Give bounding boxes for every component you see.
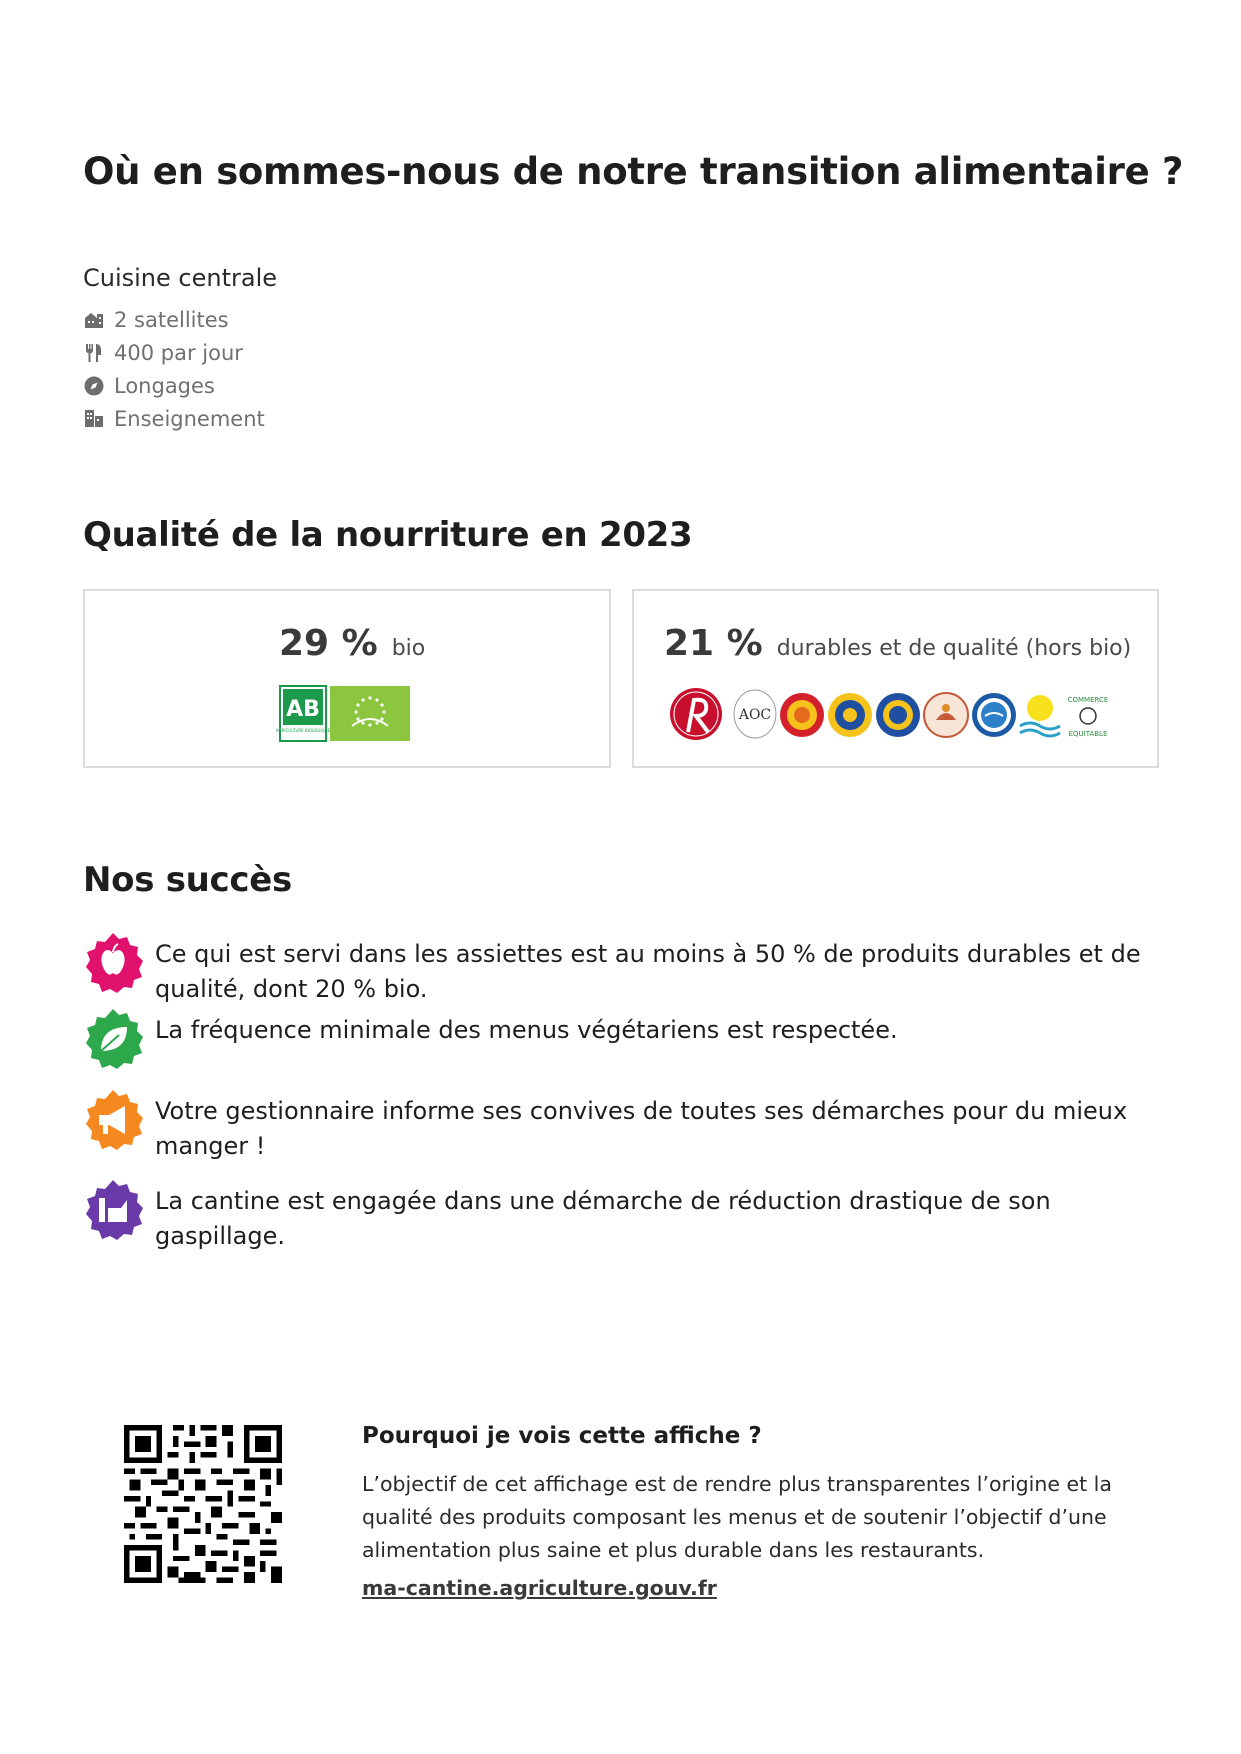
detail-city (83, 369, 265, 402)
footer-text: L’objectif de cet affichage est de rendre plus transparentes l’origine et la qualité des produits composant les menus et de soutenir l’objectif d’une alimentation plus saine et plus durable dans les restaurants. (362, 1472, 1112, 1562)
commerce-text: COMMERCE (1067, 696, 1109, 704)
detail-text: 400 par jour (114, 340, 243, 365)
detail-text: 2 satellites (114, 307, 229, 332)
bio-label: bio (391, 636, 426, 661)
detail-sector (83, 402, 265, 435)
stg-logo (874, 686, 922, 744)
commerce-equitable-logo (1062, 686, 1114, 744)
rup-logo (1018, 686, 1062, 744)
compass-icon (83, 375, 105, 397)
durable-label: durables et de qualité (hors bio) (776, 636, 1132, 661)
building-icon (83, 309, 105, 331)
peche-durable-logo (970, 686, 1018, 744)
detail-text: Enseignement (114, 406, 265, 431)
hve-logo (922, 686, 970, 744)
waste-reduction-icon (83, 1180, 143, 1240)
footer-heading: Pourquoi je vois cette affiche ? (362, 1423, 762, 1449)
qr-code[interactable] (124, 1425, 282, 1583)
igp-logo (826, 686, 874, 744)
ab-logo (275, 686, 331, 741)
website-link[interactable]: ma-cantine.agriculture.gouv.fr (362, 1576, 717, 1600)
durable-percentage: 21 % (664, 623, 763, 664)
success-text: La cantine est engagée dans une démarche de réduction drastique de son gaspillage. (155, 1187, 1051, 1250)
label-rouge-logo (664, 686, 732, 744)
bio-stat (279, 623, 425, 664)
school-building-icon (83, 408, 105, 430)
successes-heading: Nos succès (83, 860, 292, 900)
detail-satellites (83, 303, 265, 336)
aop-logo (778, 686, 826, 744)
detail-meals (83, 336, 265, 369)
success-text: La fréquence minimale des menus végétariens est respectée. (155, 1016, 898, 1044)
megaphone-icon (83, 1090, 143, 1150)
bio-logos (275, 686, 410, 741)
leaf-icon (83, 1009, 143, 1069)
aoc-logo (732, 686, 778, 744)
equitable-text: ÉQUITABLE (1068, 730, 1108, 738)
page-title: Où en sommes-nous de notre transition alimentaire ? (83, 150, 1184, 193)
fork-knife-icon (83, 342, 105, 364)
ab-logo-subtext: AGRICULTURE BIOLOGIQUE (275, 728, 331, 733)
canteen-type: Cuisine centrale (83, 264, 278, 292)
success-text: Votre gestionnaire informe ses convives de toutes ses démarches pour du mieux manger ! (155, 1097, 1128, 1160)
apple-icon (83, 933, 143, 993)
ab-logo-text: AB (286, 697, 320, 722)
eurofeuille-logo (330, 686, 410, 741)
durable-stat (664, 623, 1131, 664)
aoc-logo-text: AOC (738, 707, 772, 723)
canteen-details (83, 303, 265, 435)
durable-card (632, 589, 1159, 768)
success-text: Ce qui est servi dans les assiettes est au moins à 50 % de produits durables et de qualité, dont 20 % bio. (155, 940, 1141, 1003)
quality-heading: Qualité de la nourriture en 2023 (83, 515, 693, 555)
detail-text: Longages (114, 373, 215, 398)
quality-label-logos (664, 686, 1114, 744)
bio-card (83, 589, 611, 768)
bio-percentage: 29 % (279, 623, 378, 664)
